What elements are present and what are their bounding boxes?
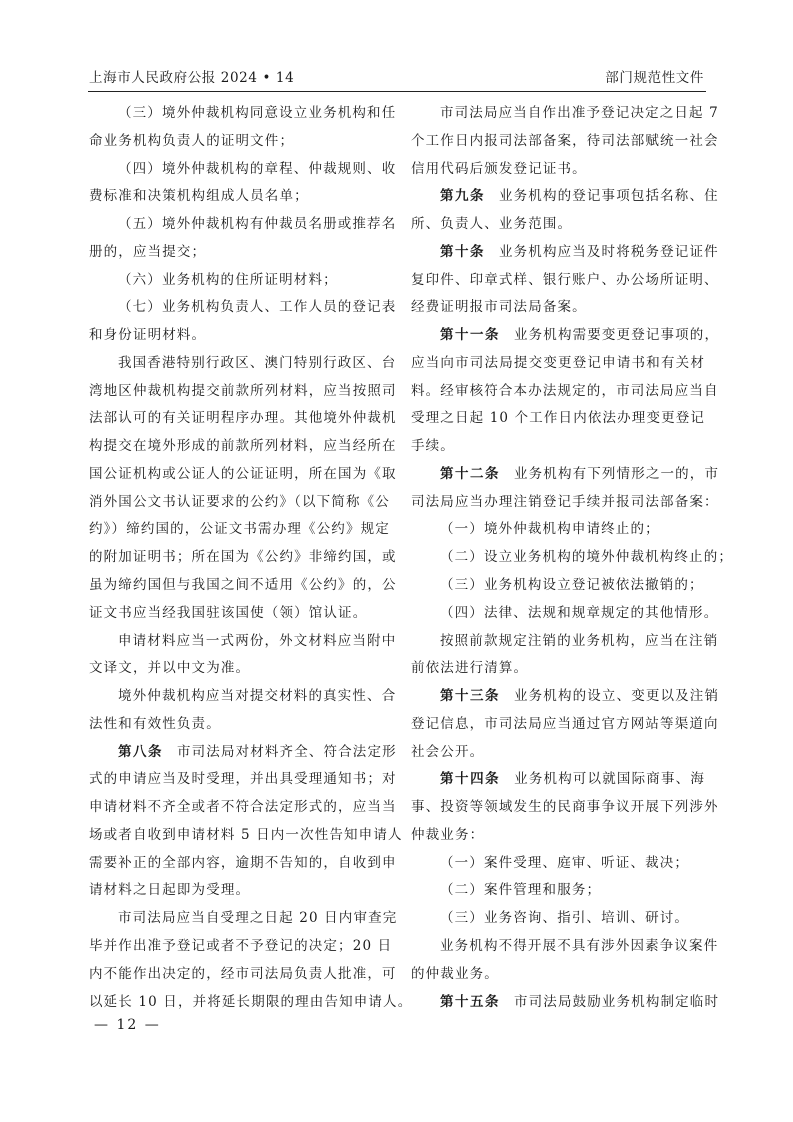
journal-title-header: 上海市人民政府公报 2024 • 14 <box>89 70 295 86</box>
text-line <box>411 156 705 184</box>
line-text: 法性和有效性负责。 <box>89 715 221 732</box>
text-line <box>411 600 719 628</box>
line-text: 前依法进行清算。 <box>411 660 529 677</box>
text-line <box>411 877 705 905</box>
text-line <box>411 683 720 711</box>
text-line <box>411 461 720 489</box>
text-line <box>411 961 705 989</box>
line-text: 国公证机构或公证人的公证证明，所在国为《取 <box>89 465 397 482</box>
line-text: 册的，应当提交； <box>89 243 207 260</box>
line-text: 市司法局应当自受理之日起 20 日内审查完 <box>118 910 398 927</box>
text-line <box>89 711 383 739</box>
text-line <box>89 739 397 767</box>
text-line <box>89 156 397 184</box>
article-number: 第十条 <box>440 243 485 260</box>
text-line <box>411 794 719 822</box>
line-text: 信用代码后颁发登记证书。 <box>411 160 587 177</box>
article-paragraph <box>411 239 719 322</box>
article-paragraph <box>411 766 719 849</box>
text-line <box>411 350 705 378</box>
text-line <box>89 655 383 683</box>
article-number: 第九条 <box>440 188 485 205</box>
paragraph <box>89 683 397 739</box>
paragraph <box>411 905 705 933</box>
line-text: 业务机构可以就国际商事、海 <box>514 771 706 788</box>
line-text: 业务机构的设立、变更以及注销 <box>514 688 720 705</box>
line-text: 业务机构不得开展不具有涉外因素争议案件 <box>440 937 719 954</box>
line-text: 应当向市司法局提交变更登记申请书和有关材 <box>411 354 705 371</box>
paragraph <box>411 850 705 878</box>
text-line <box>89 961 397 989</box>
line-text: 我国香港特别行政区、澳门特别行政区、台 <box>118 354 397 371</box>
text-line <box>89 239 383 267</box>
line-text: 事、投资等领域发生的民商事争议开展下列涉外 <box>411 799 719 816</box>
text-line <box>89 100 397 128</box>
line-text: 手续。 <box>411 438 455 455</box>
line-text: 的仲裁业务。 <box>411 965 499 982</box>
line-text: 按照前款规定注销的业务机构，应当在注销 <box>440 632 719 649</box>
text-line <box>89 544 397 572</box>
line-text: 申请材料不齐全或者不符合法定形式的，应当当 <box>89 799 397 816</box>
line-text: 费标准和决策机构组成人员名单； <box>89 188 309 205</box>
article-paragraph <box>411 989 720 1017</box>
line-text: （七）业务机构负责人、工作人员的登记表 <box>118 299 397 316</box>
text-line <box>411 294 705 322</box>
line-text: 市司法局对材料齐全、符合法定形 <box>177 743 397 760</box>
line-text: 命业务机构负责人的证明文件； <box>89 132 295 149</box>
text-line <box>89 128 383 156</box>
paragraph <box>89 294 397 350</box>
article-number: 第十五条 <box>440 993 500 1010</box>
line-text: 毕并作出准予登记或者不予登记的决定；20 日 <box>89 937 393 954</box>
line-text: 消外国公文书认证要求的公约》（以下简称《公 <box>89 493 390 510</box>
line-text: 境外仲裁机构应当对提交材料的真实性、合 <box>118 688 397 705</box>
article-number: 第十四条 <box>440 771 501 788</box>
text-line <box>411 933 719 961</box>
line-text: （二）设立业务机构的境外仲裁机构终止的； <box>440 549 733 566</box>
section-header: 部门规范性文件 <box>605 70 704 86</box>
text-line <box>411 267 719 295</box>
line-text: 业务机构需要变更登记事项的， <box>514 327 720 344</box>
line-text: 个工作日内报司法部备案，待司法部赋统一社会 <box>411 132 719 149</box>
text-line <box>89 766 397 794</box>
article-number: 第十三条 <box>440 688 500 705</box>
text-line <box>411 128 719 156</box>
line-text: 构提交在境外形成的前款所列材料，应当经所在 <box>89 438 397 455</box>
text-line <box>411 711 719 739</box>
line-text: 复印件、印章式样、银行账户、办公场所证明、 <box>411 271 719 288</box>
line-text: 需要补正的全部内容，逾期不告知的，自收到申 <box>89 854 397 871</box>
text-line <box>411 572 705 600</box>
text-line <box>89 433 397 461</box>
paragraph <box>89 156 397 212</box>
text-line <box>411 850 705 878</box>
line-text: （一）案件受理、庭审、听证、裁决； <box>440 854 690 871</box>
text-line <box>89 183 383 211</box>
line-text: 业务机构应当及时将税务登记证件 <box>499 243 719 260</box>
text-line <box>89 628 397 656</box>
paragraph <box>89 905 413 1016</box>
text-line <box>411 739 705 767</box>
line-text: 虽为缔约国但与我国之间不适用《公约》的，公 <box>89 577 397 594</box>
line-text: （四）法律、法规和规章规定的其他情形。 <box>440 604 719 621</box>
line-text: 请材料之日起即为受理。 <box>89 882 251 899</box>
line-text: 约》）缔约国的，公证文书需办理《公约》规定 <box>89 521 390 538</box>
text-line <box>89 516 390 544</box>
text-line <box>411 516 705 544</box>
paragraph <box>411 877 705 905</box>
line-text: （六）业务机构的住所证明材料； <box>118 271 338 288</box>
line-text: （三）业务机构设立登记被依法撤销的； <box>440 577 704 594</box>
text-line <box>411 628 719 656</box>
line-text: 文译文，并以中文为准。 <box>89 660 251 677</box>
article-paragraph <box>89 739 403 906</box>
line-text: 场或者自收到申请材料 5 日内一次性告知申请人 <box>89 826 403 843</box>
paragraph <box>89 628 397 684</box>
article-paragraph <box>411 183 719 239</box>
line-text: 内不能作出决定的，经市司法局负责人批准，可 <box>89 965 397 982</box>
paragraph <box>411 572 705 600</box>
text-line <box>89 905 398 933</box>
line-text: （一）境外仲裁机构申请终止的； <box>440 521 660 538</box>
text-line <box>89 322 383 350</box>
text-line <box>411 905 705 933</box>
text-line <box>411 405 705 433</box>
paragraph <box>89 211 397 267</box>
text-line <box>411 378 719 406</box>
text-line <box>89 350 397 378</box>
line-text: 湾地区仲裁机构提交前款所列材料，应当按照司 <box>89 382 397 399</box>
text-line <box>89 405 397 433</box>
line-text: 仲裁业务： <box>411 826 485 843</box>
line-text: 法部认可的有关证明程序办理。其他境外仲裁机 <box>89 410 397 427</box>
line-text: （三）业务咨询、指引、培训、研讨。 <box>440 910 690 927</box>
line-text: 经费证明报市司法局备案。 <box>411 299 587 316</box>
paragraph <box>411 100 719 183</box>
text-line <box>411 100 719 128</box>
article-paragraph <box>411 461 720 517</box>
article-number: 第十一条 <box>440 327 500 344</box>
line-text: 社会公开。 <box>411 743 485 760</box>
article-paragraph <box>411 322 720 461</box>
text-line <box>411 655 705 683</box>
paragraph <box>411 516 705 544</box>
text-line <box>89 489 390 517</box>
text-line <box>89 850 397 878</box>
line-text: 以延长 10 日，并将延长期限的理由告知申请人。 <box>89 993 413 1010</box>
text-line <box>89 267 383 295</box>
text-line <box>89 378 397 406</box>
text-line <box>89 822 403 850</box>
line-text: （三）境外仲裁机构同意设立业务机构和任 <box>118 105 397 121</box>
page-number: — 12 — <box>94 1017 161 1033</box>
line-text: 业务机构有下列情形之一的，市 <box>514 465 720 482</box>
line-text: 证文书应当经我国驻该国使（领）馆认证。 <box>89 604 368 621</box>
line-text: 式的申请应当及时受理，并出具受理通知书；对 <box>89 771 397 788</box>
text-line <box>89 794 397 822</box>
text-line <box>411 989 720 1017</box>
text-line <box>411 183 719 211</box>
header-divider <box>88 91 706 92</box>
text-line <box>89 572 397 600</box>
article-number: 第十二条 <box>440 465 500 482</box>
text-line <box>89 211 397 239</box>
text-line <box>411 239 719 267</box>
paragraph <box>411 544 733 572</box>
text-line <box>411 489 719 517</box>
text-line <box>411 544 733 572</box>
line-text: 司法局应当办理注销登记手续并报司法部备案： <box>411 493 719 510</box>
text-line <box>89 600 383 628</box>
left-column <box>89 100 413 1016</box>
line-text: 的附加证明书；所在国为《公约》非缔约国，或 <box>89 549 397 566</box>
paragraph <box>89 267 383 295</box>
text-line <box>89 461 397 489</box>
right-column <box>411 100 733 1016</box>
line-text: 业务机构的登记事项包括名称、住 <box>499 188 719 205</box>
text-line <box>89 877 383 905</box>
text-line <box>411 211 705 239</box>
line-text: （四）境外仲裁机构的章程、仲裁规则、收 <box>118 160 397 177</box>
paragraph <box>411 600 719 628</box>
line-text: 市司法局鼓励业务机构制定临时 <box>514 993 720 1010</box>
text-line <box>89 933 393 961</box>
line-text: 和身份证明材料。 <box>89 327 207 344</box>
paragraph <box>411 933 719 989</box>
article-number: 第八条 <box>118 743 163 760</box>
line-text: （二）案件管理和服务； <box>440 882 602 899</box>
article-paragraph <box>411 683 720 766</box>
paragraph <box>89 350 397 628</box>
text-line <box>411 822 705 850</box>
paragraph <box>89 100 397 156</box>
text-line <box>411 766 705 794</box>
line-text: 受理之日起 10 个工作日内依法办理变更登记 <box>411 410 706 427</box>
line-text: 申请材料应当一式两份，外文材料应当附中 <box>118 632 397 649</box>
line-text: （五）境外仲裁机构有仲裁员名册或推荐名 <box>118 216 397 233</box>
text-line <box>89 294 397 322</box>
text-line <box>411 433 705 461</box>
text-line <box>89 989 413 1017</box>
paragraph <box>411 628 719 684</box>
text-line <box>411 322 720 350</box>
line-text: 料。经审核符合本办法规定的，市司法局应当自 <box>411 382 719 399</box>
line-text: 登记信息，市司法局应当通过官方网站等渠道向 <box>411 715 719 732</box>
line-text: 所、负责人、业务范围。 <box>411 216 573 233</box>
line-text: 市司法局应当自作出准予登记决定之日起 7 <box>440 105 719 121</box>
text-line <box>89 683 397 711</box>
